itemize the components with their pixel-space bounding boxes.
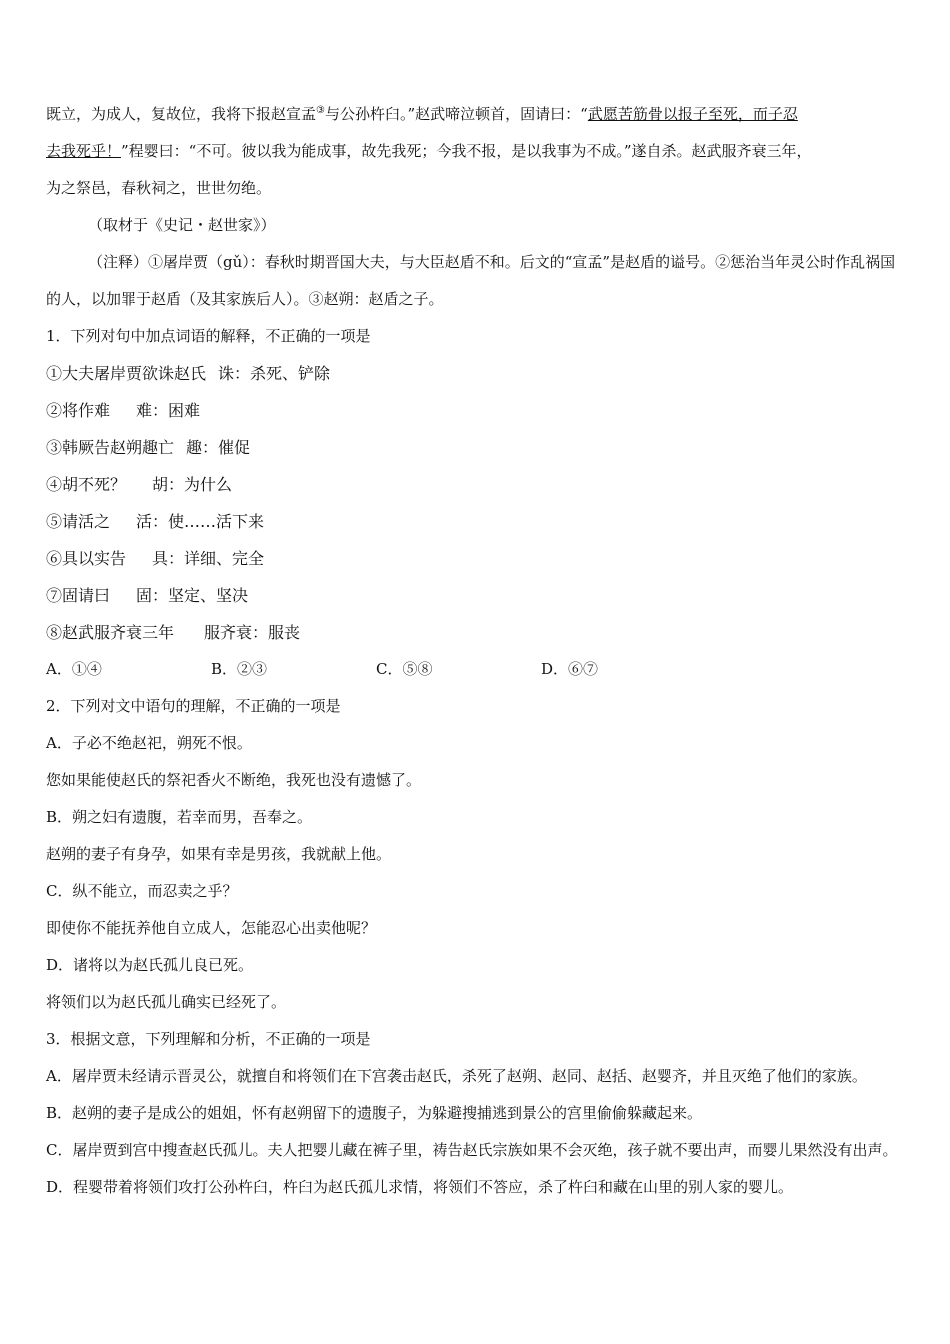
option-a[interactable]: A．屠岸贾未经请示晋灵公，就擅自和将领们在下宫袭击赵氏，杀死了赵朔、赵同、赵括、赵婴齐，并且灭绝了他们的家族。 xyxy=(46,1067,867,1085)
document-page xyxy=(46,96,908,1206)
list-item: ⑦固请曰 固：坚定、坚决 xyxy=(46,586,249,605)
passage-text: 既立，为成人，复故位，我将下报赵宣孟 xyxy=(46,105,317,123)
annotation-notes: （注释）①屠岸贾（gǔ）：春秋时期晋国大夫，与大臣赵盾不和。后文的“宣孟”是赵盾的谥号。②惩治当年灵公时作乱祸国的人，以加罪于赵盾（及其家族后人）。③赵朔：赵盾之子。 xyxy=(46,253,896,308)
option-d-translation: 将领们以为赵氏孤儿确实已经死了。 xyxy=(46,993,287,1011)
option-a-translation: 您如果能使赵氏的祭祀香火不断绝，我死也没有遗憾了。 xyxy=(46,771,422,789)
option-c-translation: 即使你不能抚养他自立成人，怎能忍心出卖他呢？ xyxy=(46,919,377,937)
option-b-translation: 赵朔的妻子有身孕，如果有幸是男孩，我就献上他。 xyxy=(46,845,392,863)
question-3-stem: 3．根据文意，下列理解和分析，不正确的一项是 xyxy=(46,1030,371,1048)
option-a[interactable]: A．①④ xyxy=(46,660,102,678)
passage-text: 与公孙杵臼。”赵武啼泣顿首，固请曰：“ xyxy=(324,105,588,123)
source-citation: （取材于《史记・赵世家》） xyxy=(88,216,276,234)
option-d[interactable]: D．诸将以为赵氏孤儿良已死。 xyxy=(46,956,254,974)
option-d[interactable]: D．⑥⑦ xyxy=(541,660,599,678)
option-d[interactable]: D．程婴带着将领们攻打公孙杵臼，杵臼为赵氏孤儿求情，将领们不答应，杀了杵臼和藏在山里的别人家的婴儿。 xyxy=(46,1178,794,1196)
option-b[interactable]: B．赵朔的妻子是成公的姐姐，怀有赵朔留下的遗腹子，为躲避搜捕逃到景公的宫里偷偷躲藏起来。 xyxy=(46,1104,703,1122)
list-item: ①大夫屠岸贾欲诛赵氏 诛：杀死、铲除 xyxy=(46,364,331,383)
list-item: ⑥具以实告 具：详细、完全 xyxy=(46,549,265,568)
list-item: ⑤请活之 活：使……活下来 xyxy=(46,512,265,531)
underlined-quote: 去我死乎！ xyxy=(46,142,122,160)
passage-paragraph xyxy=(46,96,908,207)
option-a[interactable]: A．子必不绝赵祀，朔死不恨。 xyxy=(46,734,252,752)
underlined-quote: 武愿苦筋骨以报子至死，而子忍 xyxy=(587,105,798,123)
question-1-stem: 1．下列对句中加点词语的解释，不正确的一项是 xyxy=(46,327,371,345)
question-1-options xyxy=(46,651,908,688)
list-item: ②将作难 难：困难 xyxy=(46,401,201,420)
list-item: ④胡不死？ 胡：为什么 xyxy=(46,475,233,494)
passage-text: ”程婴曰：“不可。彼以我为能成事，故先我死；今我不报，是以我事为不成。”遂自杀。赵武服齐衰三年， xyxy=(121,142,812,160)
list-item: ⑧赵武服齐衰三年 服齐衰：服丧 xyxy=(46,623,301,642)
passage-text: 为之祭邑，春秋祠之，世世勿绝。 xyxy=(46,179,272,197)
list-item: ③韩厥告赵朔趣亡 趣：催促 xyxy=(46,438,251,457)
option-b[interactable]: B．②③ xyxy=(211,660,268,678)
option-c[interactable]: C．⑤⑧ xyxy=(376,660,433,678)
option-c[interactable]: C．纵不能立，而忍卖之乎？ xyxy=(46,882,238,900)
question-1-items xyxy=(46,355,908,651)
question-2-stem: 2．下列对文中语句的理解，不正确的一项是 xyxy=(46,697,341,715)
option-b[interactable]: B．朔之妇有遗腹，若幸而男，吾奉之。 xyxy=(46,808,313,826)
option-c[interactable]: C．屠岸贾到宫中搜查赵氏孤儿。夫人把婴儿藏在裤子里，祷告赵氏宗族如果不会灭绝，孩子就不要出声，而婴儿果然没有出声。 xyxy=(46,1141,898,1159)
footnote-marker: ③ xyxy=(316,105,325,116)
